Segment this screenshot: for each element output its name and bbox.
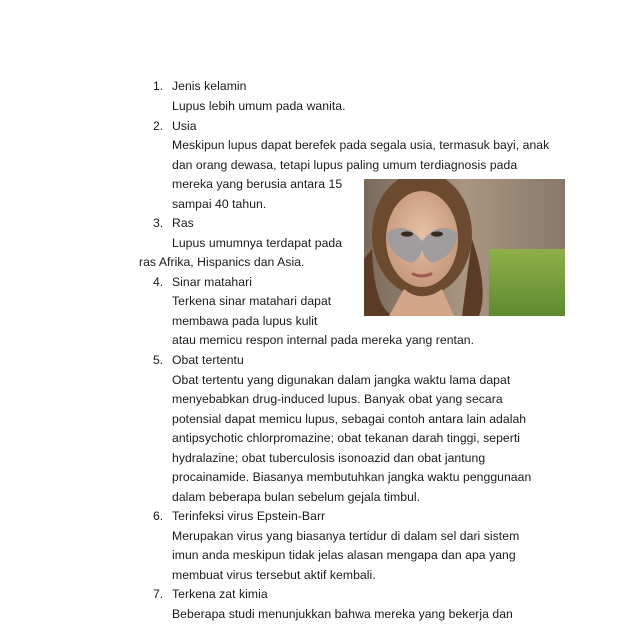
woman-butterfly-rash-photo: [364, 179, 565, 316]
item-text-line: dalam beberapa bulan sebelum gejala timbul.: [172, 490, 421, 504]
item-text-line: Lupus umumnya terdapat pada: [172, 236, 343, 250]
item-title: Ras: [172, 216, 194, 230]
item-text-line: menyebabkan drug-induced lupus. Banyak obat yang secara: [172, 392, 503, 406]
item-title: Terinfeksi virus Epstein-Barr: [172, 509, 326, 523]
item-text-line: hydralazine; obat tuberculosis isonoazid dan obat jantung: [172, 451, 486, 465]
item-text-line: Meskipun lupus dapat berefek pada segala usia, termasuk bayi, anak: [172, 138, 550, 152]
item-title: Usia: [172, 119, 197, 133]
item-text-line: membawa pada lupus kulit: [172, 314, 318, 328]
item-text-line: imun anda meskipun tidak jelas alasan mengapa dan apa yang: [172, 548, 516, 562]
portrait-illustration: [364, 179, 565, 316]
item-title: Sinar matahari: [172, 275, 252, 289]
item-text-line: dan orang dewasa, tetapi lupus paling umum terdiagnosis pada: [172, 158, 518, 172]
item-text-line: Merupakan virus yang biasanya tertidur di dalam sel dari sistem: [172, 529, 520, 543]
item-number: 2.: [153, 119, 164, 133]
item-text-line: sampai 40 tahun.: [172, 197, 267, 211]
item-text-line: Lupus lebih umum pada wanita.: [172, 99, 346, 113]
item-number: 3.: [153, 216, 164, 230]
item-text-line: mereka yang berusia antara 15: [172, 177, 343, 191]
item-text-line: ras Afrika, Hispanics dan Asia.: [139, 255, 305, 269]
item-text-line: membuat virus tersebut aktif kembali.: [172, 568, 376, 582]
item-text-line: antipsychotic chlorpromazine; obat tekanan darah tinggi, seperti: [172, 431, 521, 445]
item-number: 1.: [153, 79, 164, 93]
item-title: Obat tertentu: [172, 353, 244, 367]
item-title: Jenis kelamin: [172, 79, 247, 93]
item-text-line: atau memicu respon internal pada mereka yang rentan.: [172, 333, 475, 347]
item-number: 7.: [153, 587, 164, 601]
item-text-line: Obat tertentu yang digunakan dalam jangka waktu lama dapat: [172, 373, 511, 387]
item-number: 5.: [153, 353, 164, 367]
item-number: 6.: [153, 509, 164, 523]
item-text-line: Terkena sinar matahari dapat: [172, 294, 332, 308]
item-text-line: procainamide. Biasanya membutuhkan jangka waktu penggunaan: [172, 470, 532, 484]
item-text-line: Beberapa studi menunjukkan bahwa mereka yang bekerja dan: [172, 607, 513, 621]
item-number: 4.: [153, 275, 164, 289]
item-title: Terkena zat kimia: [172, 587, 268, 601]
item-text-line: potensial dapat memicu lupus, sebagai contoh antara lain adalah: [172, 412, 527, 426]
